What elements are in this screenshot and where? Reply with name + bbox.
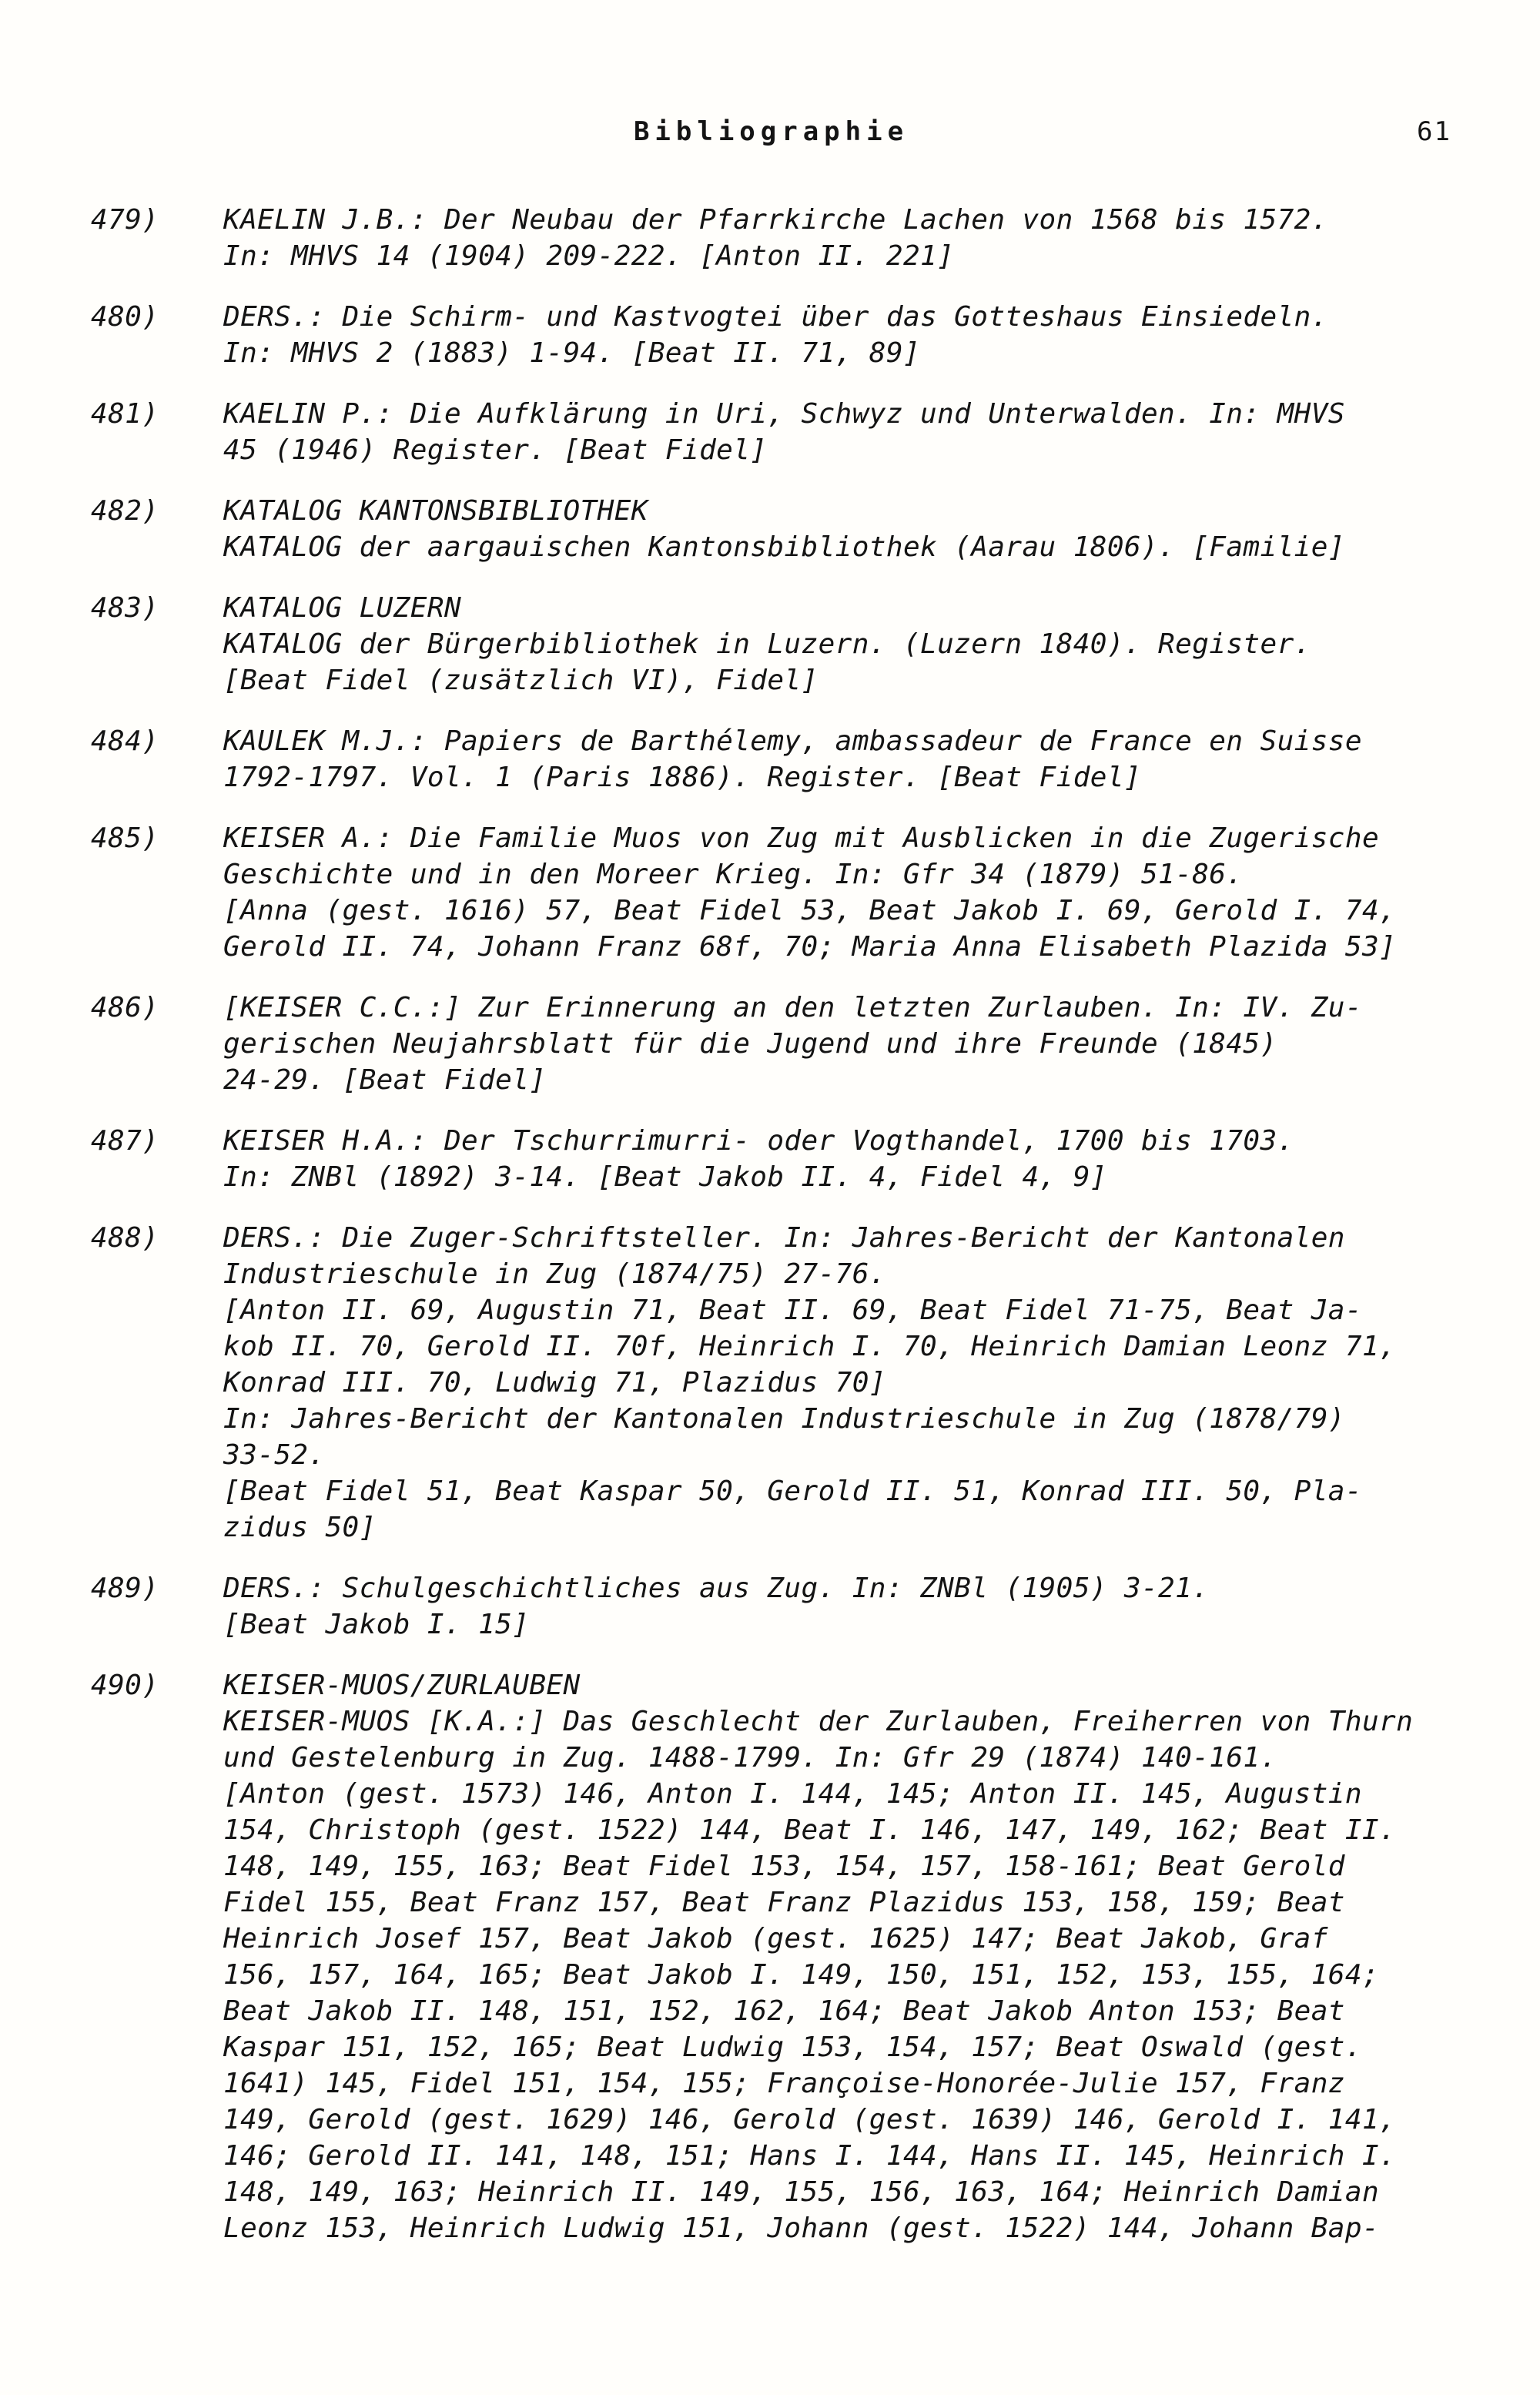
entry-line: In: ZNBl (1892) 3-14. [Beat Jakob II. 4, Fidel 4, 9] bbox=[223, 1161, 1107, 1193]
entry-text bbox=[223, 990, 1451, 1098]
entry-number: 488) bbox=[91, 1222, 159, 1254]
bibliography-entry bbox=[91, 590, 1451, 698]
entry-line: [Beat Fidel 51, Beat Kaspar 50, Gerold II. 51, Konrad III. 50, Pla- bbox=[223, 1476, 1362, 1507]
entry-line: 154, Christoph (gest. 1522) 144, Beat I. 146, 147, 149, 162; Beat II. bbox=[223, 1814, 1397, 1846]
bibliography-entry bbox=[91, 1123, 1451, 1195]
bibliography-entry bbox=[91, 299, 1451, 371]
entry-line: KATALOG KANTONSBIBLIOTHEK bbox=[223, 495, 648, 527]
entry-line: Beat Jakob II. 148, 151, 152, 162, 164; Beat Jakob Anton 153; Beat bbox=[223, 1995, 1345, 2027]
entry-line: 148, 149, 163; Heinrich II. 149, 155, 156, 163, 164; Heinrich Damian bbox=[223, 2176, 1380, 2208]
entry-line: KAELIN P.: Die Aufklärung in Uri, Schwyz und Unterwalden. In: MHVS bbox=[223, 398, 1345, 430]
entry-line: 148, 149, 155, 163; Beat Fidel 153, 154, 157, 158-161; Beat Gerold bbox=[223, 1851, 1345, 1882]
bibliography-entry bbox=[91, 202, 1451, 274]
entry-number: 481) bbox=[91, 398, 159, 430]
entry-number: 483) bbox=[91, 592, 159, 624]
entry-line: 146; Gerold II. 141, 148, 151; Hans I. 144, Hans II. 145, Heinrich I. bbox=[223, 2140, 1397, 2172]
page-title: Bibliographie bbox=[633, 116, 909, 147]
entry-line: und Gestelenburg in Zug. 1488-1799. In: Gfr 29 (1874) 140-161. bbox=[223, 1742, 1277, 1774]
entry-line: gerischen Neujahrsblatt für die Jugend und ihre Freunde (1845) bbox=[223, 1028, 1277, 1060]
entry-number: 486) bbox=[91, 992, 159, 1023]
entry-text bbox=[223, 299, 1451, 371]
entry-number: 487) bbox=[91, 1125, 159, 1157]
entry-line: KATALOG der aargauischen Kantonsbibliothek (Aarau 1806). [Familie] bbox=[223, 531, 1345, 563]
entry-line: 24-29. [Beat Fidel] bbox=[223, 1064, 547, 1096]
entry-number: 489) bbox=[91, 1573, 159, 1604]
entry-text bbox=[223, 1123, 1451, 1195]
entry-number: 485) bbox=[91, 822, 159, 854]
entry-line: In: Jahres-Bericht der Kantonalen Industrieschule in Zug (1878/79) bbox=[223, 1403, 1345, 1435]
entry-line: zidus 50] bbox=[223, 1512, 377, 1543]
entry-line: KEISER A.: Die Familie Muos von Zug mit Ausblicken in die Zugerische bbox=[223, 822, 1380, 854]
bibliography-entry bbox=[91, 820, 1451, 965]
bibliography-entry bbox=[91, 493, 1451, 565]
entry-line: 1641) 145, Fidel 151, 154, 155; Françoise-Honorée-Julie 157, Franz bbox=[223, 2068, 1345, 2099]
entry-line: kob II. 70, Gerold II. 70f, Heinrich I. 70, Heinrich Damian Leonz 71, bbox=[223, 1331, 1397, 1362]
entry-text bbox=[223, 1570, 1451, 1643]
entry-line: Gerold II. 74, Johann Franz 68f, 70; Maria Anna Elisabeth Plazida 53] bbox=[223, 931, 1397, 963]
entry-line: 1792-1797. Vol. 1 (Paris 1886). Register. [Beat Fidel] bbox=[223, 762, 1141, 793]
entry-text bbox=[223, 396, 1451, 468]
entry-line: [Anton (gest. 1573) 146, Anton I. 144, 145; Anton II. 145, Augustin bbox=[223, 1778, 1362, 1810]
page-number: 61 bbox=[1417, 116, 1451, 147]
bibliography-entries bbox=[91, 202, 1451, 2246]
entry-line: KEISER-MUOS [K.A.:] Das Geschlecht der Zurlauben, Freiherren von Thurn bbox=[223, 1706, 1414, 1737]
entry-text bbox=[223, 590, 1451, 698]
entry-line: [Beat Fidel (zusätzlich VI), Fidel] bbox=[223, 665, 819, 696]
entry-text bbox=[223, 1667, 1451, 2246]
bibliography-entry bbox=[91, 1220, 1451, 1546]
entry-line: KAULEK M.J.: Papiers de Barthélemy, ambassadeur de France en Suisse bbox=[223, 725, 1362, 757]
entry-line: [KEISER C.C.:] Zur Erinnerung an den letzten Zurlauben. In: IV. Zu- bbox=[223, 992, 1362, 1023]
entry-line: 149, Gerold (gest. 1629) 146, Gerold (gest. 1639) 146, Gerold I. 141, bbox=[223, 2104, 1397, 2135]
entry-line: In: MHVS 2 (1883) 1-94. [Beat II. 71, 89] bbox=[223, 337, 921, 369]
entry-line: Leonz 153, Heinrich Ludwig 151, Johann (gest. 1522) 144, Johann Bap- bbox=[223, 2212, 1380, 2244]
entry-number: 480) bbox=[91, 301, 159, 333]
bibliography-entry bbox=[91, 1570, 1451, 1643]
entry-number: 479) bbox=[91, 204, 159, 236]
entry-line: In: MHVS 14 (1904) 209-222. [Anton II. 221] bbox=[223, 240, 955, 272]
entry-line: [Beat Jakob I. 15] bbox=[223, 1609, 530, 1640]
entry-line: [Anton II. 69, Augustin 71, Beat II. 69, Beat Fidel 71-75, Beat Ja- bbox=[223, 1295, 1362, 1326]
entry-line: KAELIN J.B.: Der Neubau der Pfarrkirche Lachen von 1568 bis 1572. bbox=[223, 204, 1328, 236]
entry-line: DERS.: Die Zuger-Schriftsteller. In: Jahres-Bericht der Kantonalen bbox=[223, 1222, 1345, 1254]
entry-line: 33-52. bbox=[223, 1439, 326, 1471]
bibliography-entry bbox=[91, 396, 1451, 468]
entry-text bbox=[223, 202, 1451, 274]
bibliography-entry bbox=[91, 723, 1451, 796]
entry-line: KEISER-MUOS/ZURLAUBEN bbox=[223, 1670, 581, 1701]
entry-text bbox=[223, 1220, 1451, 1546]
entry-line: DERS.: Die Schirm- und Kastvogtei über das Gotteshaus Einsiedeln. bbox=[223, 301, 1328, 333]
entry-line: Heinrich Josef 157, Beat Jakob (gest. 1625) 147; Beat Jakob, Graf bbox=[223, 1923, 1328, 1955]
page-header bbox=[91, 114, 1451, 157]
bibliography-entry bbox=[91, 990, 1451, 1098]
bibliography-entry bbox=[91, 1667, 1451, 2246]
entry-text bbox=[223, 723, 1451, 796]
entry-line: KATALOG der Bürgerbibliothek in Luzern. (Luzern 1840). Register. bbox=[223, 628, 1311, 660]
entry-line: Fidel 155, Beat Franz 157, Beat Franz Plazidus 153, 158, 159; Beat bbox=[223, 1887, 1345, 1918]
entry-line: 45 (1946) Register. [Beat Fidel] bbox=[223, 434, 768, 466]
entry-line: DERS.: Schulgeschichtliches aus Zug. In: ZNBl (1905) 3-21. bbox=[223, 1573, 1210, 1604]
entry-line: Geschichte und in den Moreer Krieg. In: Gfr 34 (1879) 51-86. bbox=[223, 859, 1244, 890]
entry-line: KATALOG LUZERN bbox=[223, 592, 462, 624]
entry-text bbox=[223, 493, 1451, 565]
entry-line: KEISER H.A.: Der Tschurrimurri- oder Vogthandel, 1700 bis 1703. bbox=[223, 1125, 1294, 1157]
entry-number: 490) bbox=[91, 1670, 159, 1701]
entry-line: Konrad III. 70, Ludwig 71, Plazidus 70] bbox=[223, 1367, 886, 1398]
entry-text bbox=[223, 820, 1451, 965]
entry-line: [Anna (gest. 1616) 57, Beat Fidel 53, Beat Jakob I. 69, Gerold I. 74, bbox=[223, 895, 1397, 926]
entry-line: Kaspar 151, 152, 165; Beat Ludwig 153, 154, 157; Beat Oswald (gest. bbox=[223, 2032, 1362, 2063]
entry-number: 482) bbox=[91, 495, 159, 527]
entry-line: Industrieschule in Zug (1874/75) 27-76. bbox=[223, 1258, 886, 1290]
entry-line: 156, 157, 164, 165; Beat Jakob I. 149, 150, 151, 152, 153, 155, 164; bbox=[223, 1959, 1380, 1991]
entry-number: 484) bbox=[91, 725, 159, 757]
